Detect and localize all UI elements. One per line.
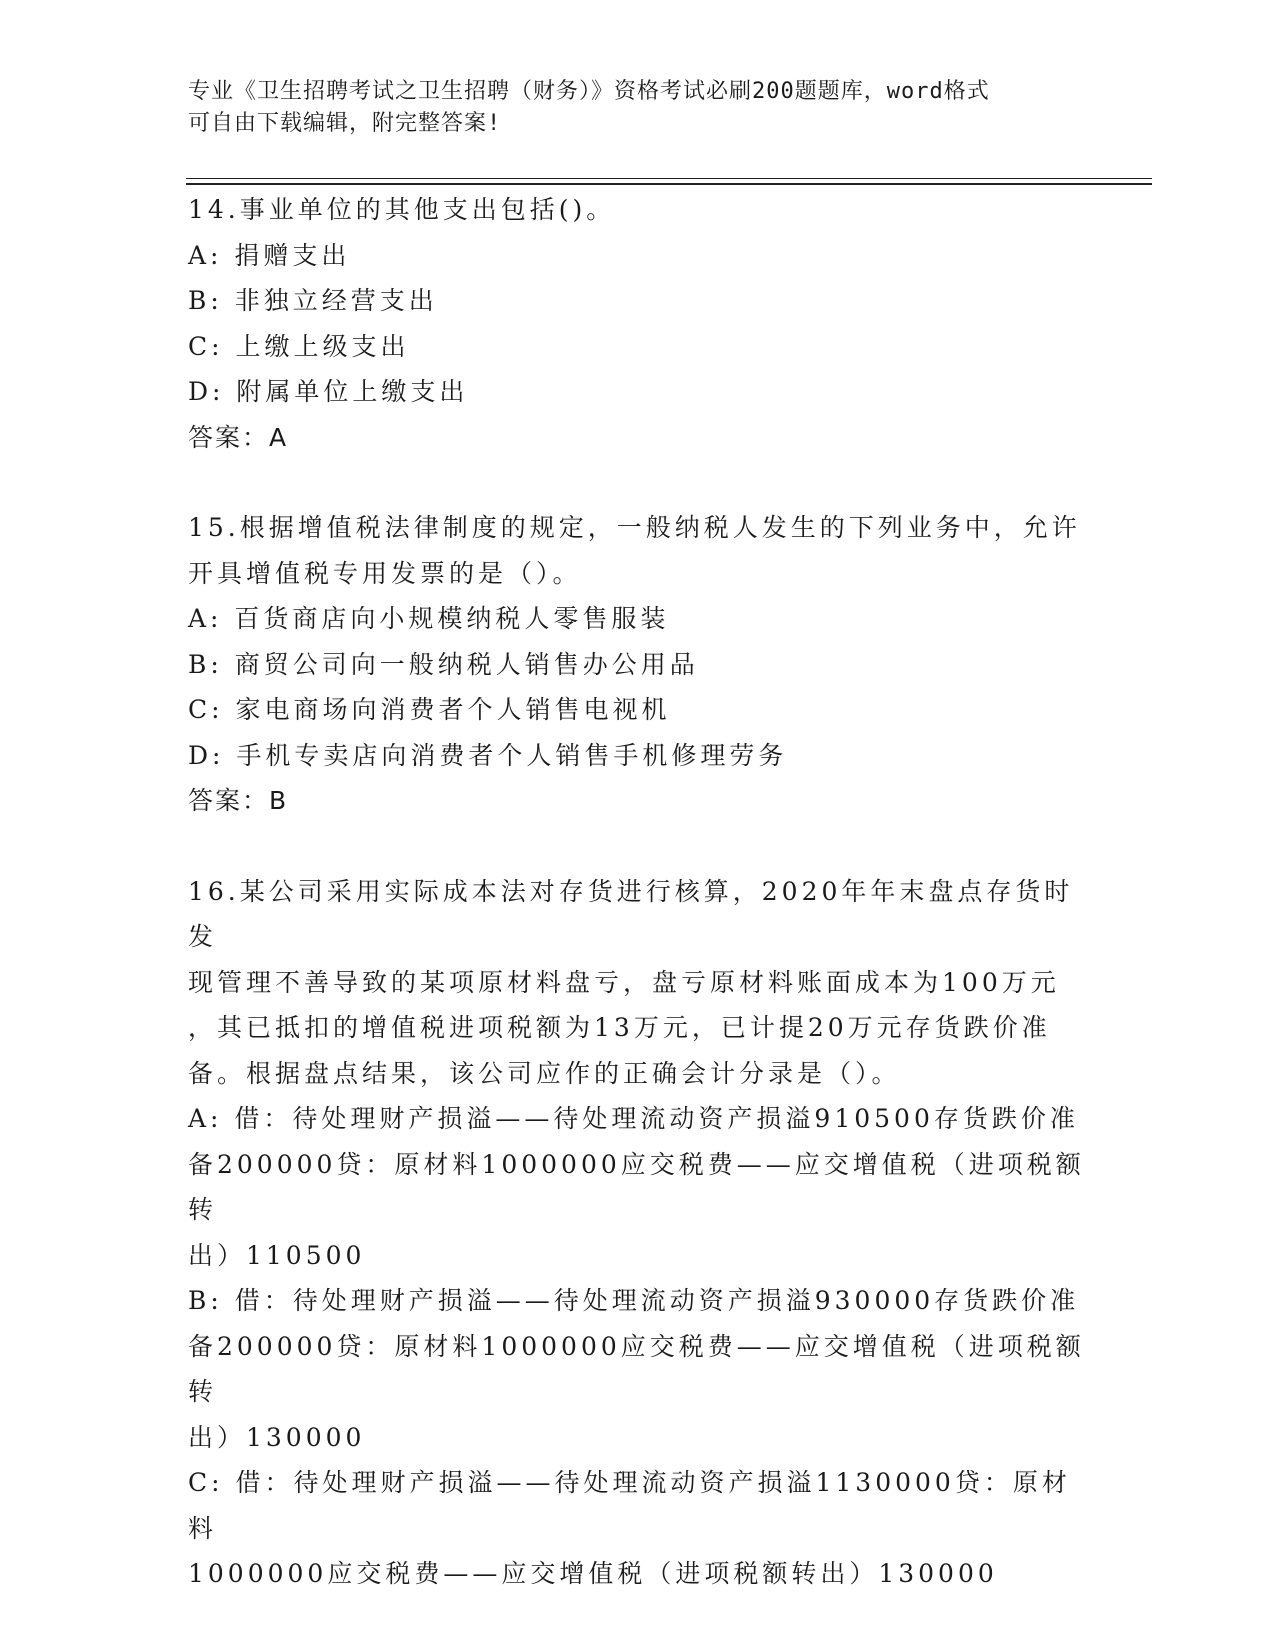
- answer-label: 答案：A: [188, 422, 289, 452]
- option-a: A: 借：待处理财产损溢——待处理流动资产损溢910500存货跌价准: [188, 1104, 1079, 1133]
- option-a: A: 百货商店向小规模纳税人零售服装: [188, 604, 670, 633]
- option-a: A: 捐赠支出: [188, 240, 351, 270]
- option-d: D: 附属单位上缴支出: [188, 377, 469, 406]
- option-c: 1000000应交税费——应交增值税（进项税额转出）130000: [188, 1559, 998, 1588]
- option-c: C: 借：待处理财产损溢——待处理流动资产损溢1130000贷：原材料: [188, 1468, 1071, 1543]
- question-15: [188, 505, 1088, 824]
- question-16: [188, 869, 1088, 1597]
- header-divider-thin: [186, 178, 1152, 179]
- option-b: B: 借：待处理财产损溢——待处理流动资产损溢930000存货跌价准: [188, 1286, 1080, 1315]
- option-b: B: 非独立经营支出: [188, 286, 438, 315]
- answer-label: 答案：B: [188, 786, 289, 815]
- question-text: 开具增值税专用发票的是（）。: [188, 558, 582, 588]
- option-b: B: 商贸公司向一般纳税人销售办公用品: [188, 649, 699, 679]
- header-line-2: 可自由下载编辑，附完整答案!: [188, 111, 502, 136]
- question-text: ，其已抵扣的增值税进项税额为13万元，已计提20万元存货跌价准: [188, 1013, 1051, 1042]
- question-14: [188, 187, 1088, 460]
- option-c: C: 上缴上级支出: [188, 331, 410, 361]
- header-divider-thick: [186, 183, 1152, 185]
- question-text: 备。根据盘点结果，该公司应作的正确会计分录是（）。: [188, 1058, 901, 1088]
- question-text: 15.根据增值税法律制度的规定，一般纳税人发生的下列业务中，允许: [188, 513, 1081, 542]
- option-b: 备200000贷：原材料1000000应交税费——应交增值税（进项税额转: [188, 1331, 1085, 1406]
- question-text: 16.某公司采用实际成本法对存货进行核算，2020年年末盘点存货时发: [188, 876, 1074, 951]
- question-list: [188, 187, 1088, 1597]
- header-line-1: 专业《卫生招聘考试之卫生招聘（财务）》资格考试必刷200题题库，word格式: [188, 79, 990, 104]
- option-b: 出）130000: [188, 1422, 366, 1452]
- question-text: 现管理不善导致的某项原材料盘亏，盘亏原材料账面成本为100万元: [188, 967, 1060, 997]
- option-d: D: 手机专卖店向消费者个人销售手机修理劳务: [188, 740, 788, 770]
- question-text: 14.事业单位的其他支出包括()。: [188, 195, 616, 224]
- document-header: [188, 76, 1068, 140]
- option-c: C: 家电商场向消费者个人销售电视机: [188, 695, 671, 724]
- option-a: 出）110500: [188, 1240, 366, 1270]
- option-a: 备200000贷：原材料1000000应交税费——应交增值税（进项税额转: [188, 1149, 1085, 1224]
